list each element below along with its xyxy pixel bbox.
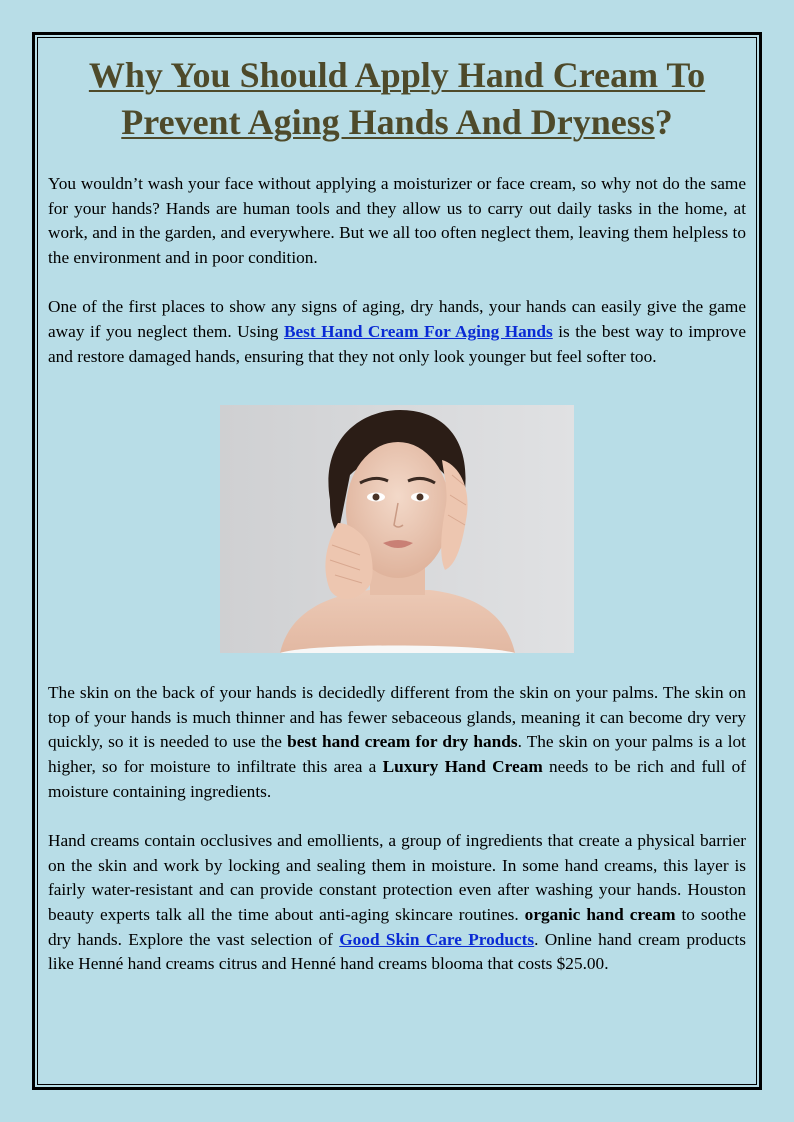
article	[48, 48, 746, 977]
page-title	[48, 48, 746, 146]
woman-face-photo	[220, 405, 574, 653]
title-question-mark: ?	[654, 102, 673, 142]
paragraph-skin-text-b: . The skin on your palms is a lot higher, so for moisture to infiltrate this area a	[48, 732, 746, 776]
paragraph-skin-text-a: The skin on the back of your hands is decidedly different from the skin on your palms. The skin on top of your hands is much thinner and has fewer sebaceous glands, meaning it can become dry very quickly, so it is needed to use the	[48, 683, 746, 752]
paragraph-aging-text-b: is the best way to improve and restore damaged hands, ensuring that they not only look younger but feel softer too.	[48, 321, 746, 366]
title-line1: Why You Should Apply Hand Cream To	[88, 55, 706, 95]
paragraph-skin-text-c: needs to be rich and full of moisture containing ingredients.	[48, 756, 746, 801]
paragraph-occlusives	[48, 829, 746, 977]
paragraph-aging	[48, 295, 746, 369]
link-good-skin-care-products[interactable]: Good Skin Care Products	[339, 929, 535, 949]
link-best-hand-cream-aging[interactable]: Best Hand Cream For Aging Hands	[283, 321, 553, 341]
paragraph-occlusives-text-c: . Online hand cream products like Henné hand creams citrus and Henné hand creams blooma that costs $25.00.	[48, 929, 747, 974]
bold-organic-hand-cream: organic hand cream	[524, 904, 676, 924]
bold-best-hand-cream-dry: best hand cream for dry hands	[287, 732, 518, 752]
paragraph-skin-differences	[48, 681, 746, 804]
paragraph-intro: You wouldn’t wash your face without applying a moisturizer or face cream, so why not do the same for your hands? Hands are human tools and they allow us to carry out daily tasks in the home, at work, and in the garden, and everywhere. But we all too often neglect them, leaving them helpless to the environment and in poor condition.	[48, 174, 746, 267]
paragraph-aging-text-a: One of the first places to show any signs of aging, dry hands, your hands can easily give the game away if you neglect them. Using	[48, 297, 746, 341]
paragraph-occlusives-text-a: Hand creams contain occlusives and emollients, a group of ingredients that create a physical barrier on the skin and work by locking and sealing them in moisture. In some hand creams, this layer is fairly water-resistant and can provide constant protection even after washing your hands. Houston beauty experts talk all the time about anti-aging skincare routines.	[48, 831, 746, 924]
bold-luxury-hand-cream: Luxury Hand Cream	[382, 756, 543, 776]
title-line2: Prevent Aging Hands And Dryness	[121, 102, 655, 142]
paragraph-occlusives-text-b: to soothe dry hands. Explore the vast selection of	[48, 904, 746, 949]
photo-container	[48, 405, 746, 653]
